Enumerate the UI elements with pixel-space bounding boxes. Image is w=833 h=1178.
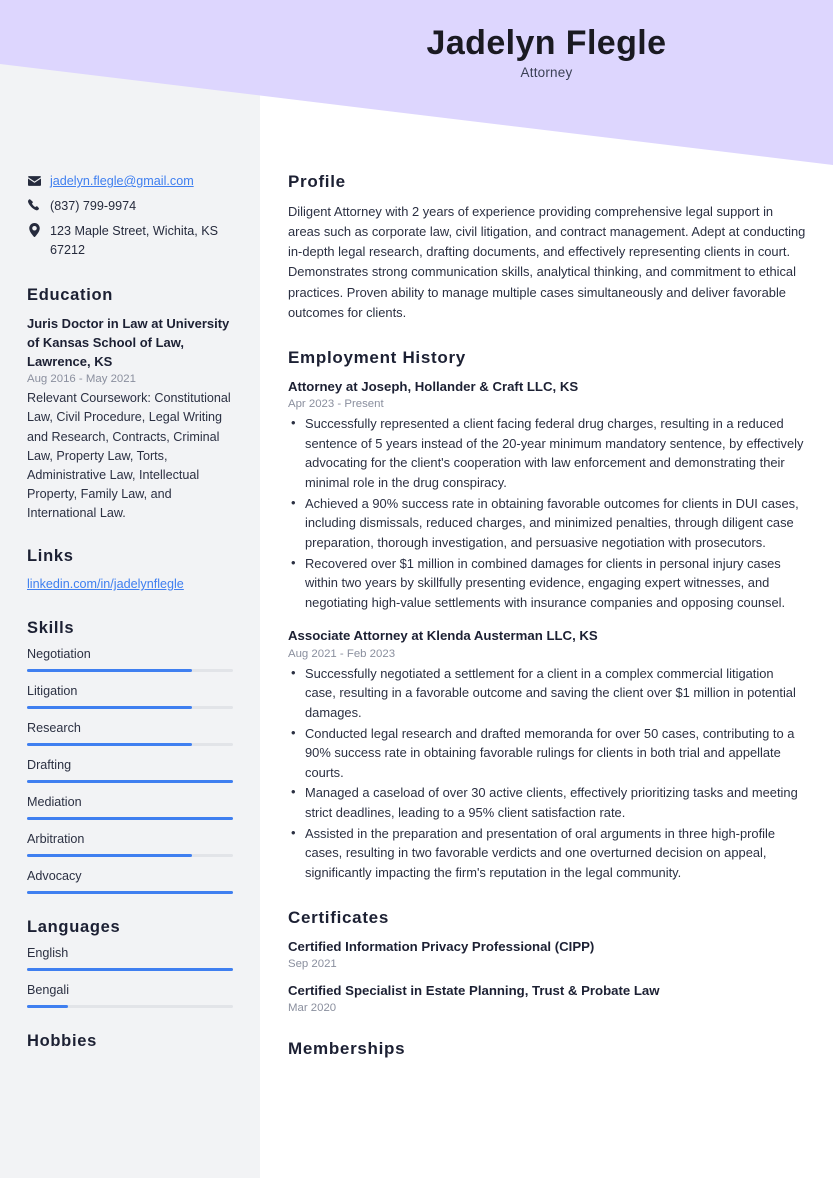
bullet-item: • Successfully negotiated a settlement for a client in a complex commercial litigation case, resulting in a favorable outcome and saving the client over $1 million in potential damages. — [288, 664, 806, 723]
employment-entry-date: Aug 2021 - Feb 2023 — [288, 647, 396, 660]
skill-bar-track — [27, 817, 233, 820]
skill-label: Research — [27, 720, 81, 735]
skill-bar-track — [27, 780, 233, 783]
bullet-item: • Achieved a 90% success rate in obtaining favorable outcomes for clients in DUI cases, including dismissals, reduced charges, and minimized penalties, through diligent case preparation, thorough investigation, and persuasive negotiation with prosecutors. — [288, 494, 806, 553]
skill-bar-fill — [27, 669, 192, 672]
map-pin-icon — [27, 222, 41, 239]
employment-entry-title: Associate Attorney at Klenda Austerman LLC, KS — [288, 628, 598, 644]
header-text-group — [260, 24, 833, 80]
section-certificates — [288, 908, 806, 1015]
sidebar-section-education — [27, 286, 233, 524]
bullet-item: • Successfully represented a client facing federal drug charges, resulting in a reduced sentence of 5 years instead of the 20-year minimum mandatory sentence, by effectively advocating for the client's cooperation with law enforcement and demonstrating their minimal role in the drug conspiracy. — [288, 414, 806, 492]
skill-row — [27, 832, 233, 857]
certificate-title: Certified Specialist in Estate Planning, Trust & Probate Law — [288, 983, 660, 998]
contact-address-value: 123 Maple Street, Wichita, KS 67212 — [50, 223, 218, 257]
envelope-icon — [27, 172, 41, 189]
contact-row-phone — [27, 197, 233, 216]
memberships-heading: Memberships — [288, 1039, 406, 1059]
employment-heading: Employment History — [288, 347, 466, 367]
links-heading: Links — [27, 547, 74, 566]
hobbies-heading: Hobbies — [27, 1031, 97, 1050]
certificates-heading: Certificates — [288, 907, 389, 927]
skills-heading: Skills — [27, 618, 75, 637]
language-label: English — [27, 945, 69, 960]
bullet-item: • Assisted in the preparation and presentation of oral arguments in three high-profile cases, resulting in two favorable verdicts and one overturned decision on appeal, significantly impacting the firm's reputation in the legal community. — [288, 824, 806, 883]
language-row — [27, 946, 233, 971]
skill-row — [27, 721, 233, 746]
contact-list — [27, 172, 233, 260]
skill-label: Advocacy — [27, 868, 82, 883]
employment-entry — [288, 378, 806, 613]
main-column — [288, 172, 806, 1084]
link-item — [27, 575, 233, 595]
job-title-subtitle: Attorney — [520, 65, 573, 81]
profile-heading: Profile — [288, 172, 346, 191]
skills-list — [27, 647, 233, 894]
skill-bar-fill — [27, 854, 192, 857]
certificate-date: Mar 2020 — [288, 1002, 337, 1015]
sidebar-section-languages — [27, 918, 233, 1008]
contact-row-email — [27, 172, 233, 191]
education-entry-date: Aug 2016 - May 2021 — [27, 373, 136, 386]
employment-entry-title: Attorney at Joseph, Hollander & Craft LLC, KS — [288, 378, 579, 394]
certificate-title: Certified Information Privacy Professional (CIPP) — [288, 938, 595, 954]
contact-phone-value: (837) 799-9974 — [50, 198, 137, 213]
skill-bar-fill — [27, 743, 192, 746]
skill-bar-fill — [27, 891, 233, 894]
skill-bar-track — [27, 669, 233, 672]
language-bar-fill — [27, 1005, 68, 1008]
skill-bar-fill — [27, 706, 192, 709]
skill-label: Litigation — [27, 683, 78, 698]
sidebar — [0, 172, 260, 1075]
skill-bar-track — [27, 854, 233, 857]
education-entry — [27, 314, 233, 524]
skill-label: Mediation — [27, 794, 82, 809]
language-row — [27, 983, 233, 1008]
skill-bar-fill — [27, 817, 233, 820]
skill-row — [27, 684, 233, 709]
employment-entry-date: Apr 2023 - Present — [288, 398, 384, 411]
skill-label: Arbitration — [27, 831, 85, 846]
languages-list — [27, 946, 233, 1008]
skill-label: Negotiation — [27, 646, 91, 661]
languages-heading: Languages — [27, 917, 121, 936]
education-entry-title: Juris Doctor in Law at University of Kansas School of Law, Lawrence, KS — [27, 315, 230, 370]
skill-row — [27, 869, 233, 894]
skill-row — [27, 795, 233, 820]
language-bar-track — [27, 968, 233, 971]
skill-bar-track — [27, 743, 233, 746]
employment-entry-bullets — [288, 414, 806, 612]
sidebar-section-skills — [27, 619, 233, 894]
skill-row — [27, 758, 233, 783]
employment-entry-bullets — [288, 664, 806, 883]
language-bar-fill — [27, 968, 233, 971]
certificate-date: Sep 2021 — [288, 958, 337, 970]
section-employment-history — [288, 348, 806, 883]
phone-icon — [27, 197, 41, 214]
skill-label: Drafting — [27, 757, 72, 772]
link-linkedin[interactable]: linkedin.com/in/jadelynflegle — [27, 577, 184, 592]
page-title: Jadelyn Flegle — [426, 24, 667, 62]
sidebar-section-links — [27, 547, 233, 595]
employment-list — [288, 378, 806, 883]
education-entry-description: Relevant Coursework: Constitutional Law, Civil Procedure, Legal Writing and Research, Contracts, Criminal Law, Property Law, Torts, Administrative Law, Intellectual Property, Family Law, and International Law. — [27, 391, 231, 521]
bullet-item: • Recovered over $1 million in combined damages for clients in personal injury cases within two years by skillfully presenting evidence, engaging expert witnesses, and negotiating high-value settlements with insurance companies and opposing counsel. — [288, 554, 806, 613]
skill-bar-fill — [27, 780, 233, 783]
skill-row — [27, 647, 233, 672]
skill-bar-track — [27, 891, 233, 894]
skill-bar-track — [27, 706, 233, 709]
language-label: Bengali — [27, 982, 70, 997]
contact-row-address — [27, 222, 233, 260]
bullet-item: • Managed a caseload of over 30 active clients, effectively prioritizing tasks and meeting strict deadlines, leading to a 95% client satisfaction rate. — [288, 783, 806, 822]
profile-text: Diligent Attorney with 2 years of experience providing comprehensive legal support in areas such as corporate law, civil litigation, and contract management. Adept at conducting in-depth legal research, drafting documents, and effectively representing clients in court. Demonstrates strong communication skills, analytical thinking, and commitment to ethical practices. Proven ability to manage multiple cases simultaneously and deliver favorable outcomes for clients. — [288, 204, 806, 320]
contact-email-value[interactable]: jadelyn.flegle@gmail.com — [50, 174, 194, 188]
certificate-entry — [288, 938, 806, 970]
employment-entry — [288, 627, 806, 882]
education-heading: Education — [27, 285, 114, 304]
certificates-list — [288, 938, 806, 1015]
language-bar-track — [27, 1005, 233, 1008]
certificate-entry — [288, 982, 806, 1014]
bullet-item: • Conducted legal research and drafted memoranda for over 50 cases, contributing to a 90% success rate in obtaining favorable rulings for clients in both trial and appellate courts. — [288, 724, 806, 783]
section-memberships — [288, 1039, 806, 1059]
sidebar-section-hobbies — [27, 1032, 233, 1051]
section-profile — [288, 172, 806, 323]
